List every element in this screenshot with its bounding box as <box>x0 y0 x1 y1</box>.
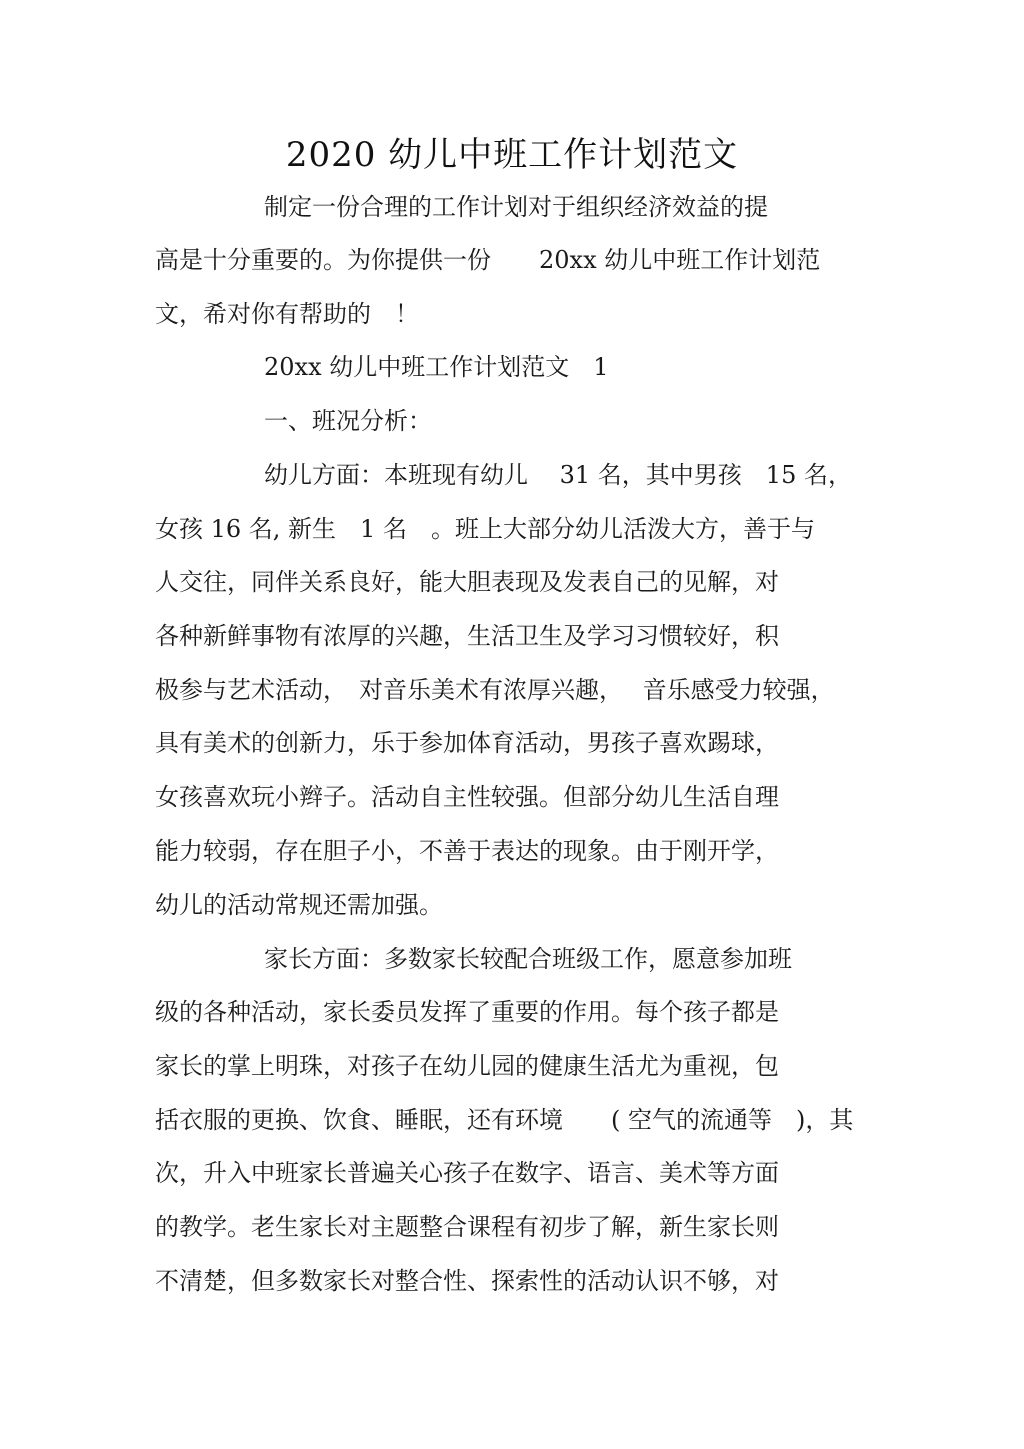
text-line: 能力较弱，存在胆子小，不善于表达的现象。由于刚开学， <box>155 837 779 865</box>
text-line-intro-3: 文，希对你有帮助的 ！ <box>155 300 419 328</box>
text-line: 家长方面：多数家长较配合班级工作，愿意参加班 <box>264 945 792 973</box>
text-line: 人交往，同伴关系良好，能大胆表现及发表自己的见解，对 <box>155 568 779 596</box>
section-heading: 20xx 幼儿中班工作计划范文 1 <box>264 353 609 381</box>
document-title: 2020 幼儿中班工作计划范文 <box>285 135 739 175</box>
text-line: 幼儿方面：本班现有幼儿 31 名，其中男孩 15 名， <box>264 461 852 489</box>
text-line: 次，升入中班家长普遍关心孩子在数字、语言、美术等方面 <box>155 1159 779 1187</box>
text-line: 不清楚，但多数家长对整合性、探索性的活动认识不够，对 <box>155 1267 779 1295</box>
text-line-intro-1: 制定一份合理的工作计划对于组织经济效益的提 <box>264 193 768 221</box>
text-line: 女孩 16 名, 新生 1 名 。班上大部分幼儿活泼大方，善于与 <box>155 515 815 543</box>
text-line: 极参与艺术活动， 对音乐美术有浓厚兴趣， 音乐感受力较强， <box>155 676 835 704</box>
text-line: 各种新鲜事物有浓厚的兴趣，生活卫生及学习习惯较好，积 <box>155 622 779 650</box>
text-line: 的教学。老生家长对主题整合课程有初步了解，新生家长则 <box>155 1213 779 1241</box>
text-line: 括衣服的更换、饮食、睡眠，还有环境 ( 空气的流通等 )，其 <box>155 1106 854 1134</box>
text-line: 具有美术的创新力，乐于参加体育活动，男孩子喜欢踢球， <box>155 729 779 757</box>
text-line: 女孩喜欢玩小辫子。活动自主性较强。但部分幼儿生活自理 <box>155 783 779 811</box>
text-line-intro-2: 高是十分重要的。为你提供一份 20xx 幼儿中班工作计划范 <box>155 246 821 274</box>
text-line: 家长的掌上明珠，对孩子在幼儿园的健康生活尤为重视，包 <box>155 1052 779 1080</box>
subsection-heading: 一、班况分析： <box>264 407 432 435</box>
text-line: 幼儿的活动常规还需加强。 <box>155 891 443 919</box>
text-line: 级的各种活动，家长委员发挥了重要的作用。每个孩子都是 <box>155 998 779 1026</box>
